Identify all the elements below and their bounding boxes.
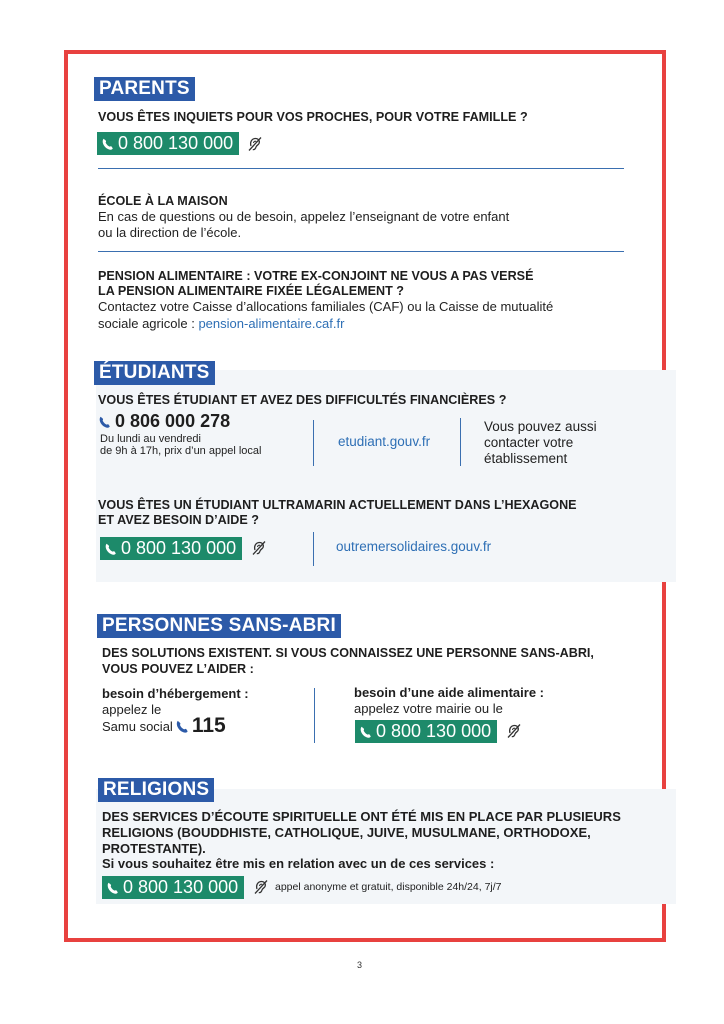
phone-number: 0 800 130 000: [118, 133, 234, 153]
etudiant-link[interactable]: etudiant.gouv.fr: [338, 434, 431, 449]
parents-phone-button[interactable]: [97, 132, 239, 155]
page-number: 3: [357, 960, 363, 970]
section-title-etudiants: ÉTUDIANTS: [94, 361, 215, 385]
pension-line-2: [98, 315, 344, 332]
pension-line-1: Contactez votre Caisse d’allocations familiales (CAF) ou la Caisse de mutualité: [98, 299, 554, 314]
etudiants-phone[interactable]: [98, 411, 230, 432]
ultramarin-question-line-1: VOUS ÊTES UN ÉTUDIANT ULTRAMARIN ACTUELLEMENT DANS L’HEXAGONE: [98, 498, 577, 512]
phone-number: 0 800 130 000: [123, 877, 239, 897]
ultramarin-phone-button[interactable]: [100, 537, 242, 560]
religions-note: appel anonyme et gratuit, disponible 24h/24, 7j/7: [275, 881, 502, 893]
phone-number: 0 800 130 000: [121, 538, 237, 558]
ultramarin-question-line-2: ET AVEZ BESOIN D’AIDE ?: [98, 513, 259, 527]
divider: [313, 532, 314, 566]
hours-line-1: Du lundi au vendredi: [100, 433, 201, 445]
ecole-line-1: En cas de questions ou de besoin, appelez l’enseignant de votre enfant: [98, 209, 510, 224]
sans-abri-question-line-2: VOUS POUVEZ L’AIDER :: [102, 662, 254, 676]
phone-icon: [104, 542, 118, 556]
section-title-religions: RELIGIONS: [98, 778, 214, 802]
section-title-sans-abri: PERSONNES SANS-ABRI: [97, 614, 341, 638]
religions-line-2: RELIGIONS (BOUDDHISTE, CATHOLIQUE, JUIVE, MUSULMANE, ORTHODOXE,: [102, 825, 591, 840]
pension-link[interactable]: pension-alimentaire.caf.fr: [198, 316, 345, 331]
sans-abri-question-line-1: DES SOLUTIONS EXISTENT. SI VOUS CONNAISSEZ UNE PERSONNE SANS-ABRI,: [102, 646, 594, 660]
contact-line-3: établissement: [484, 451, 568, 466]
outremer-link[interactable]: outremersolidaires.gouv.fr: [336, 539, 492, 554]
alimentaire-title: besoin d’une aide alimentaire :: [354, 685, 544, 700]
phone-icon: [98, 415, 112, 429]
samu-social-label: Samu social: [102, 718, 173, 734]
hours-line-2: de 9h à 17h, prix d’un appel local: [100, 445, 262, 457]
divider: [98, 251, 624, 252]
ecole-line-2: ou la direction de l’école.: [98, 225, 242, 240]
contact-line-2: contacter votre: [484, 435, 574, 450]
phone-icon: [106, 881, 120, 895]
divider: [98, 168, 624, 169]
alimentaire-line-1: appelez votre mairie ou le: [354, 701, 503, 716]
samu-number: 115: [191, 714, 226, 737]
religions-phone-button[interactable]: [102, 876, 244, 899]
phone-number: 0 806 000 278: [115, 411, 231, 431]
phone-icon: [101, 137, 115, 151]
hearing-impaired-icon: [252, 878, 270, 896]
phone-icon: [359, 725, 373, 739]
religions-line-1: DES SERVICES D’ÉCOUTE SPIRITUELLE ONT ÉTÉ MIS EN PLACE PAR PLUSIEURS: [102, 809, 621, 824]
divider: [460, 418, 461, 466]
pension-title-line-1: PENSION ALIMENTAIRE : VOTRE EX-CONJOINT NE VOUS A PAS VERSÉ: [98, 269, 534, 283]
etudiants-question: VOUS ÊTES ÉTUDIANT ET AVEZ DES DIFFICULTÉS FINANCIÈRES ?: [98, 393, 507, 407]
divider: [314, 688, 315, 743]
divider: [313, 420, 314, 466]
contact-line-1: Vous pouvez aussi: [484, 419, 597, 434]
religions-line-3: PROTESTANTE).: [102, 841, 206, 856]
alimentaire-phone-button[interactable]: [355, 720, 497, 743]
section-title-parents: PARENTS: [94, 77, 195, 101]
hearing-impaired-icon: [246, 135, 264, 153]
hebergement-line-1: appelez le: [102, 702, 162, 717]
phone-icon: [175, 719, 190, 734]
pension-title-line-2: LA PENSION ALIMENTAIRE FIXÉE LÉGALEMENT ?: [98, 284, 404, 298]
hearing-impaired-icon: [505, 722, 523, 740]
parents-question: VOUS ÊTES INQUIETS POUR VOS PROCHES, POUR VOTRE FAMILLE ?: [98, 110, 528, 124]
religions-line-4: Si vous souhaitez être mis en relation avec un de ces services :: [102, 856, 495, 871]
samu-social-call[interactable]: [102, 714, 226, 738]
ecole-title: ÉCOLE À LA MAISON: [98, 194, 228, 208]
hebergement-title: besoin d’hébergement :: [102, 686, 249, 701]
pension-prefix: sociale agricole :: [98, 316, 199, 331]
phone-number: 0 800 130 000: [376, 721, 492, 741]
hearing-impaired-icon: [250, 539, 268, 557]
